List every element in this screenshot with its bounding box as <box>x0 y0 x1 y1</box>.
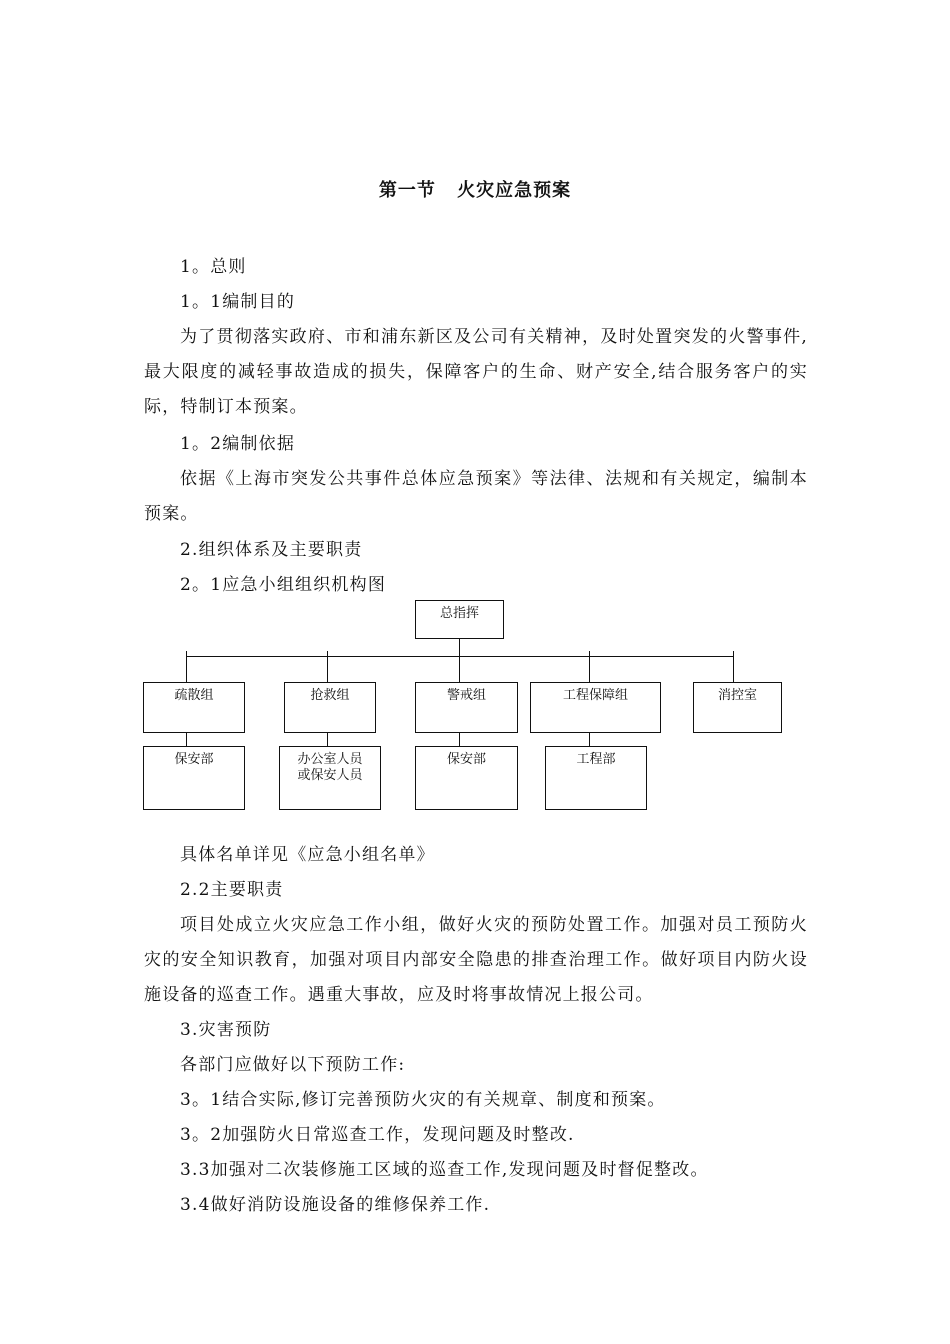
org-box-commander: 总指挥 <box>415 600 504 639</box>
heading-org-chart: 2。1应急小组组织机构图 <box>180 575 387 595</box>
heading-organization: 2.组织体系及主要职责 <box>180 540 363 560</box>
connector-line <box>733 651 734 682</box>
heading-general: 1。总则 <box>180 257 247 277</box>
heading-prevention: 3.灾害预防 <box>180 1020 272 1040</box>
heading-purpose: 1。1编制目的 <box>180 292 296 312</box>
connector-line <box>459 639 460 682</box>
org-box-engineering-support: 工程保障组 <box>530 682 661 733</box>
org-box-engineering-dept: 工程部 <box>545 746 647 810</box>
heading-basis: 1。2编制依据 <box>180 434 296 454</box>
paragraph-responsibilities: 项目处成立火灾应急工作小组，做好火灾的预防处置工作。加强对员工预防火灾的安全知识教育，加强对项目内部安全隐患的排查治理工作。做好项目内防火设施设备的巡查工作。遇重大事故，应及时将事故情况上报公司。 <box>144 915 808 1005</box>
connector-line <box>459 733 460 746</box>
connector-line <box>327 651 328 682</box>
org-box-evacuation: 疏散组 <box>143 682 245 733</box>
org-box-fire-control-room: 消控室 <box>693 682 782 733</box>
org-box-security-dept-2: 保安部 <box>415 746 518 810</box>
connector-line <box>186 651 187 682</box>
section-title: 第一节 火灾应急预案 <box>378 180 572 201</box>
connector-line <box>186 733 187 746</box>
org-box-security-cordon: 警戒组 <box>415 682 518 733</box>
connector-line <box>327 733 328 746</box>
org-box-security-dept: 保安部 <box>143 746 245 810</box>
heading-responsibilities: 2.2主要职责 <box>180 880 284 900</box>
org-box-rescue: 抢救组 <box>284 682 376 733</box>
list-item-3-1: 3。1结合实际,修订完善预防火灾的有关规章、制度和预案。 <box>180 1090 666 1110</box>
list-item-3-4: 3.4做好消防设施设备的维修保养工作. <box>180 1195 491 1215</box>
paragraph-roster-note: 具体名单详见《应急小组名单》 <box>180 845 435 865</box>
paragraph-basis: 依据《上海市突发公共事件总体应急预案》等法律、法规和有关规定，编制本预案。 <box>144 469 808 524</box>
paragraph-prevention-intro: 各部门应做好以下预防工作: <box>180 1055 406 1075</box>
list-item-3-2: 3。2加强防火日常巡查工作，发现问题及时整改. <box>180 1125 575 1145</box>
connector-line <box>589 733 590 746</box>
list-item-3-3: 3.3加强对二次装修施工区域的巡查工作,发现问题及时督促整改。 <box>180 1160 709 1180</box>
org-box-office-staff: 办公室人员 或保安人员 <box>279 746 381 810</box>
connector-line <box>589 651 590 682</box>
paragraph-purpose: 为了贯彻落实政府、市和浦东新区及公司有关精神，及时处置突发的火警事件,最大限度的减轻事故造成的损失，保障客户的生命、财产安全,结合服务客户的实际，特制订本预案。 <box>144 327 808 417</box>
connector-line <box>186 656 733 657</box>
